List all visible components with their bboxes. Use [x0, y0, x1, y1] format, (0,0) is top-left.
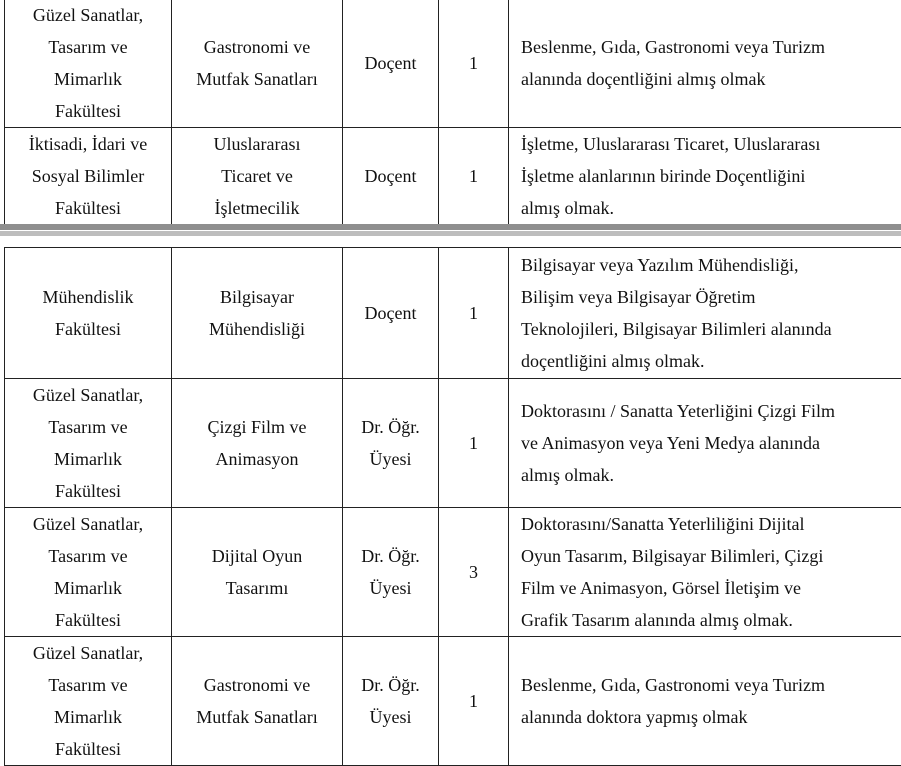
- requirement-cell: [509, 0, 901, 128]
- department-line: Ticaret ve: [180, 160, 334, 192]
- count-cell: 1: [439, 379, 509, 508]
- faculty-line: Tasarım ve: [13, 669, 163, 701]
- department-cell: [172, 637, 343, 766]
- table-body: [5, 248, 901, 766]
- count-cell: 1: [439, 637, 509, 766]
- requirement-cell: [509, 128, 901, 225]
- requirement-line: Grafik Tasarım alanında almış olmak.: [521, 604, 893, 636]
- department-cell: [172, 0, 343, 128]
- requirement-line: almış olmak.: [521, 192, 893, 224]
- faculty-cell: [5, 508, 172, 637]
- requirement-line: İşletme alanlarının birinde Doçentliğini: [521, 160, 893, 192]
- department-cell: [172, 128, 343, 225]
- faculty-line: Fakültesi: [13, 733, 163, 765]
- department-line: Çizgi Film ve: [180, 411, 334, 443]
- department-cell: [172, 248, 343, 379]
- positions-table-page-1: [4, 0, 901, 225]
- faculty-line: İktisadi, İdari ve: [13, 128, 163, 160]
- title-cell: [343, 508, 439, 637]
- title-cell: [343, 248, 439, 379]
- count-cell: 1: [439, 0, 509, 128]
- faculty-line: Tasarım ve: [13, 411, 163, 443]
- faculty-cell: [5, 248, 172, 379]
- divider-bar: [0, 224, 901, 230]
- department-line: İşletmecilik: [180, 192, 334, 224]
- requirement-cell: [509, 637, 901, 766]
- table-body: [5, 0, 901, 225]
- faculty-line: Güzel Sanatlar,: [13, 379, 163, 411]
- faculty-line: Tasarım ve: [13, 540, 163, 572]
- requirement-line: Beslenme, Gıda, Gastronomi veya Turizm: [521, 31, 893, 63]
- department-line: Mühendisliği: [180, 313, 334, 345]
- requirement-line: Bilişim veya Bilgisayar Öğretim: [521, 281, 893, 313]
- divider-bar: [0, 231, 901, 236]
- requirement-cell: [509, 508, 901, 637]
- requirement-line: alanında doktora yapmış olmak: [521, 701, 893, 733]
- table-row: [5, 508, 901, 637]
- faculty-line: Güzel Sanatlar,: [13, 0, 163, 31]
- table-row: [5, 379, 901, 508]
- table-row: [5, 0, 901, 128]
- faculty-cell: [5, 128, 172, 225]
- title-cell: [343, 128, 439, 225]
- requirement-line: doçentliğini almış olmak.: [521, 345, 893, 377]
- page-break-divider: [0, 224, 901, 236]
- faculty-line: Mühendislik: [13, 281, 163, 313]
- title-line: Dr. Öğr.: [351, 540, 430, 572]
- faculty-line: Mimarlık: [13, 63, 163, 95]
- requirement-line: Doktorasını / Sanatta Yeterliğini Çizgi Film: [521, 395, 893, 427]
- department-line: Gastronomi ve: [180, 669, 334, 701]
- title-line: Üyesi: [351, 572, 430, 604]
- title-line: Dr. Öğr.: [351, 411, 430, 443]
- title-line: Üyesi: [351, 443, 430, 475]
- department-line: Mutfak Sanatları: [180, 63, 334, 95]
- department-line: Dijital Oyun: [180, 540, 334, 572]
- count-cell: 1: [439, 248, 509, 379]
- department-line: Tasarımı: [180, 572, 334, 604]
- department-line: Mutfak Sanatları: [180, 701, 334, 733]
- requirement-line: Film ve Animasyon, Görsel İletişim ve: [521, 572, 893, 604]
- requirement-cell: [509, 379, 901, 508]
- requirement-line: alanında doçentliğini almış olmak: [521, 63, 893, 95]
- count-cell: 3: [439, 508, 509, 637]
- title-line: Doçent: [351, 47, 430, 79]
- requirement-line: Beslenme, Gıda, Gastronomi veya Turizm: [521, 669, 893, 701]
- title-cell: [343, 637, 439, 766]
- title-cell: [343, 379, 439, 508]
- requirement-line: Oyun Tasarım, Bilgisayar Bilimleri, Çizgi: [521, 540, 893, 572]
- positions-table-page-2: [4, 247, 901, 766]
- faculty-cell: [5, 637, 172, 766]
- title-line: Doçent: [351, 160, 430, 192]
- requirement-line: İşletme, Uluslararası Ticaret, Uluslararası: [521, 128, 893, 160]
- department-cell: [172, 379, 343, 508]
- requirement-cell: [509, 248, 901, 379]
- faculty-line: Güzel Sanatlar,: [13, 637, 163, 669]
- requirement-line: Doktorasını/Sanatta Yeterliliğini Dijital: [521, 508, 893, 540]
- faculty-line: Mimarlık: [13, 701, 163, 733]
- faculty-line: Fakültesi: [13, 475, 163, 507]
- title-line: Dr. Öğr.: [351, 669, 430, 701]
- faculty-line: Fakültesi: [13, 313, 163, 345]
- faculty-line: Güzel Sanatlar,: [13, 508, 163, 540]
- department-line: Animasyon: [180, 443, 334, 475]
- faculty-line: Mimarlık: [13, 443, 163, 475]
- requirement-line: almış olmak.: [521, 459, 893, 491]
- table-row: [5, 248, 901, 379]
- faculty-cell: [5, 0, 172, 128]
- department-cell: [172, 508, 343, 637]
- requirement-line: Bilgisayar veya Yazılım Mühendisliği,: [521, 249, 893, 281]
- faculty-line: Sosyal Bilimler: [13, 160, 163, 192]
- department-line: Gastronomi ve: [180, 31, 334, 63]
- faculty-line: Fakültesi: [13, 192, 163, 224]
- table-row: [5, 128, 901, 225]
- table-row: [5, 637, 901, 766]
- requirement-line: Teknolojileri, Bilgisayar Bilimleri alanında: [521, 313, 893, 345]
- requirement-line: ve Animasyon veya Yeni Medya alanında: [521, 427, 893, 459]
- faculty-line: Mimarlık: [13, 572, 163, 604]
- title-line: Üyesi: [351, 701, 430, 733]
- faculty-line: Tasarım ve: [13, 31, 163, 63]
- title-line: Doçent: [351, 297, 430, 329]
- count-cell: 1: [439, 128, 509, 225]
- faculty-line: Fakültesi: [13, 604, 163, 636]
- department-line: Uluslararası: [180, 128, 334, 160]
- department-line: Bilgisayar: [180, 281, 334, 313]
- title-cell: [343, 0, 439, 128]
- faculty-line: Fakültesi: [13, 95, 163, 127]
- faculty-cell: [5, 379, 172, 508]
